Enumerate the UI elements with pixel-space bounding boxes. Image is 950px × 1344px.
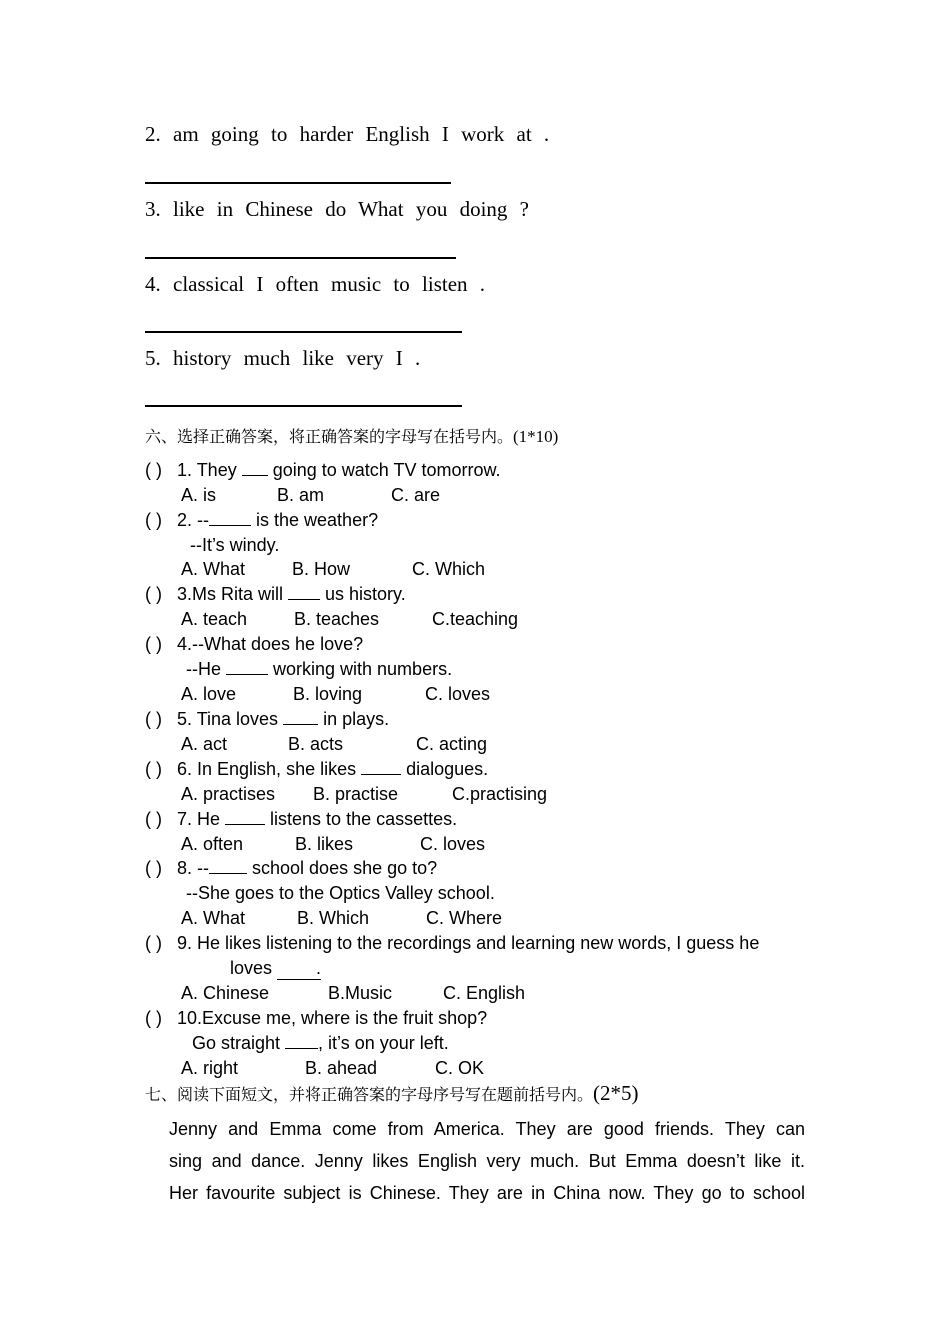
option-7a[interactable]: A. often (181, 834, 244, 854)
option-5a[interactable]: A. act (181, 734, 228, 754)
answer-paren-6[interactable]: ( ) (145, 759, 162, 779)
unscramble-item-5: 5. history much like very I . (145, 346, 421, 370)
option-8b[interactable]: B. Which (297, 908, 370, 928)
option-10a[interactable]: A. right (181, 1058, 239, 1078)
option-10c[interactable]: C. OK (435, 1058, 485, 1078)
option-10b[interactable]: B. ahead (305, 1058, 378, 1078)
question-4-reply: --He working with numbers. (186, 659, 453, 679)
option-3b[interactable]: B. teaches (294, 609, 380, 629)
option-4c[interactable]: C. loves (425, 684, 491, 704)
option-9b[interactable]: B.Music (328, 983, 393, 1003)
blank (288, 584, 320, 600)
answer-paren-8[interactable]: ( ) (145, 858, 162, 878)
unscramble-item-2: 2. am going to harder English I work at . (145, 122, 550, 146)
option-1b[interactable]: B. am (277, 485, 325, 505)
blank: . (277, 957, 321, 980)
option-6c[interactable]: C.practising (452, 784, 548, 804)
section-7-heading (145, 1081, 639, 1106)
answer-paren-4[interactable]: ( ) (145, 634, 162, 654)
answer-line-3[interactable] (145, 257, 456, 259)
blank (209, 858, 247, 874)
answer-paren-9[interactable]: ( ) (145, 933, 162, 953)
unscramble-item-3: 3. like in Chinese do What you doing ? (145, 197, 529, 221)
blank (361, 759, 401, 775)
question-9-continued: loves . (230, 958, 322, 978)
question-3: 3.Ms Rita will us history. (177, 584, 406, 604)
option-2a[interactable]: A. What (181, 559, 246, 579)
option-3c[interactable]: C.teaching (432, 609, 519, 629)
question-5: 5. Tina loves in plays. (177, 709, 390, 729)
question-10-reply: Go straight , it’s on your left. (192, 1033, 449, 1053)
answer-paren-2[interactable]: ( ) (145, 510, 162, 530)
option-1c[interactable]: C. are (391, 485, 441, 505)
blank (242, 460, 268, 476)
blank (226, 659, 268, 675)
option-8a[interactable]: A. What (181, 908, 246, 928)
answer-line-2[interactable] (145, 182, 451, 184)
question-10: 10.Excuse me, where is the fruit shop? (177, 1008, 488, 1028)
unscramble-item-4: 4. classical I often music to listen . (145, 272, 486, 296)
blank (285, 1033, 318, 1049)
question-7: 7. He listens to the cassettes. (177, 809, 458, 829)
question-8-reply: --She goes to the Optics Valley school. (186, 883, 495, 903)
option-6a[interactable]: A. practises (181, 784, 276, 804)
blank (209, 510, 251, 526)
passage-line-1: Jenny and Emma come from America. They are good friends. They can (169, 1119, 805, 1139)
option-9a[interactable]: A. Chinese (181, 983, 270, 1003)
question-2: 2. -- is the weather? (177, 510, 379, 530)
option-5c[interactable]: C. acting (416, 734, 488, 754)
option-2b[interactable]: B. How (292, 559, 351, 579)
section-6-points: (1*10) (513, 427, 559, 446)
option-2c[interactable]: C. Which (412, 559, 486, 579)
question-8: 8. -- school does she go to? (177, 858, 438, 878)
option-9c[interactable]: C. English (443, 983, 526, 1003)
passage-line-2: sing and dance. Jenny likes English very much. But Emma doesn’t like it. (169, 1151, 805, 1171)
question-2-reply: --It’s windy. (190, 535, 280, 555)
answer-paren-1[interactable]: ( ) (145, 460, 162, 480)
option-4b[interactable]: B. loving (293, 684, 363, 704)
question-4: 4.--What does he love? (177, 634, 364, 654)
option-8c[interactable]: C. Where (426, 908, 503, 928)
section-6-heading (145, 424, 558, 447)
answer-paren-3[interactable]: ( ) (145, 584, 162, 604)
question-1: 1. They going to watch TV tomorrow. (177, 460, 501, 480)
option-5b[interactable]: B. acts (288, 734, 344, 754)
blank (283, 709, 318, 725)
option-6b[interactable]: B. practise (313, 784, 399, 804)
blank (225, 809, 265, 825)
answer-paren-10[interactable]: ( ) (145, 1008, 162, 1028)
answer-paren-7[interactable]: ( ) (145, 809, 162, 829)
question-6: 6. In English, she likes dialogues. (177, 759, 489, 779)
option-7b[interactable]: B. likes (295, 834, 354, 854)
question-9: 9. He likes listening to the recordings and learning new words, I guess he (177, 933, 760, 953)
section-7-title: 七、阅读下面短文，并将正确答案的字母序号写在题前括号内。 (145, 1085, 594, 1104)
section-7-points: (2*5) (593, 1081, 639, 1105)
answer-paren-5[interactable]: ( ) (145, 709, 162, 729)
option-1a[interactable]: A. is (181, 485, 217, 505)
answer-line-5[interactable] (145, 405, 462, 407)
option-3a[interactable]: A. teach (181, 609, 248, 629)
option-4a[interactable]: A. love (181, 684, 237, 704)
option-7c[interactable]: C. loves (420, 834, 486, 854)
answer-line-4[interactable] (145, 331, 462, 333)
section-6-title: 六、选择正确答案，将正确答案的字母写在括号内。 (145, 427, 514, 446)
passage-line-3: Her favourite subject is Chinese. They are in China now. They go to school (169, 1183, 805, 1203)
